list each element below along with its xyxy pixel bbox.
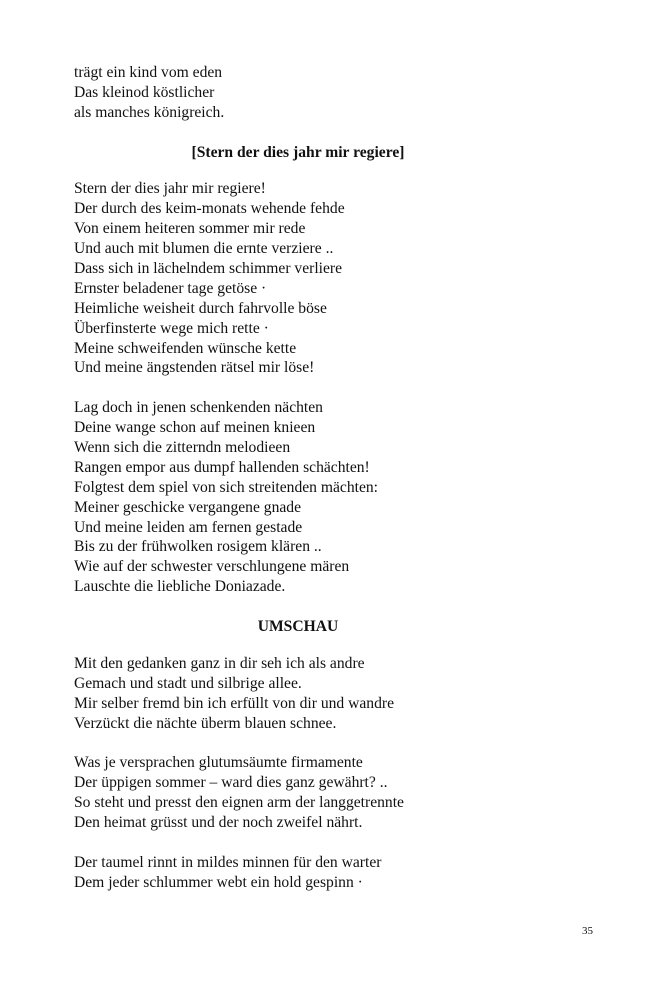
stanza (74, 654, 594, 734)
verse-line: trägt ein kind vom eden (74, 64, 223, 81)
stanza (74, 398, 594, 597)
verse-line: Meiner geschicke vergangene gnade (74, 498, 302, 516)
stanza (74, 753, 594, 833)
verse-line: Wenn sich die zitterndn melodieen (74, 439, 291, 457)
verse-line: Bis zu der frühwolken rosigem klären .. (74, 538, 322, 556)
page-number: 35 (582, 925, 593, 937)
verse-line: Lauschte die liebliche Doniazade. (74, 578, 286, 596)
verse-line: Dem jeder schlummer webt ein hold gespinn · (74, 873, 363, 891)
verse-line: Deine wange schon auf meinen knieen (74, 419, 316, 437)
verse-line: Von einem heiteren sommer mir rede (74, 220, 306, 238)
verse-line: So steht und presst den eignen arm der langgetrennte (74, 794, 404, 812)
verse-line: Dass sich in lächelndem schimmer verliere (74, 260, 343, 278)
verse-line: als manches königreich. (74, 103, 225, 121)
verse-line: Stern der dies jahr mir regiere! (74, 180, 266, 198)
stanza (74, 853, 594, 893)
verse-line: Der durch des keim-monats wehende fehde (74, 200, 345, 218)
verse-line: Das kleinod köstlicher (74, 83, 215, 101)
verse-line: Lag doch in jenen schenkenden nächten (74, 399, 323, 417)
verse-line: Verzückt die nächte überm blauen schnee. (74, 714, 337, 732)
verse-line: Mir selber fremd bin ich erfüllt von dir und wandre (74, 694, 395, 712)
poem-title: [Stern der dies jahr mir regiere] (191, 143, 405, 161)
verse-line: Mit den gedanken ganz in dir seh ich als andre (74, 654, 365, 672)
verse-line: Der üppigen sommer – ward dies ganz gewährt? .. (74, 774, 388, 792)
verse-line: Der taumel rinnt in mildes minnen für den warter (74, 853, 382, 871)
verse-line: Was je versprachen glutumsäumte firmamente (74, 754, 363, 772)
verse-line: Ernster beladener tage getöse · (74, 279, 267, 297)
verse-line: Rangen empor aus dumpf hallenden schächten! (74, 458, 370, 476)
verse-line: Gemach und stadt und silbrige allee. (74, 674, 302, 692)
poem-fragment (74, 63, 594, 123)
verse-line: Überfinsterte wege mich rette · (74, 319, 269, 337)
verse-line: Folgtest dem spiel von sich streitenden mächten: (74, 478, 379, 496)
verse-line: Und meine ängstenden rätsel mir löse! (74, 359, 315, 377)
verse-line: Den heimat grüsst und der noch zweifel nährt. (74, 814, 363, 832)
verse-line: Wie auf der schwester verschlungene mären (74, 558, 350, 576)
poem-title: UMSCHAU (257, 618, 339, 636)
verse-line: Meine schweifenden wünsche kette (74, 339, 297, 357)
stanza (74, 179, 594, 378)
verse-line: Heimliche weisheit durch fahrvolle böse (74, 299, 327, 317)
page-body (74, 63, 594, 893)
verse-line: Und meine leiden am fernen gestade (74, 518, 303, 536)
verse-line: Und auch mit blumen die ernte verziere .. (74, 240, 334, 258)
